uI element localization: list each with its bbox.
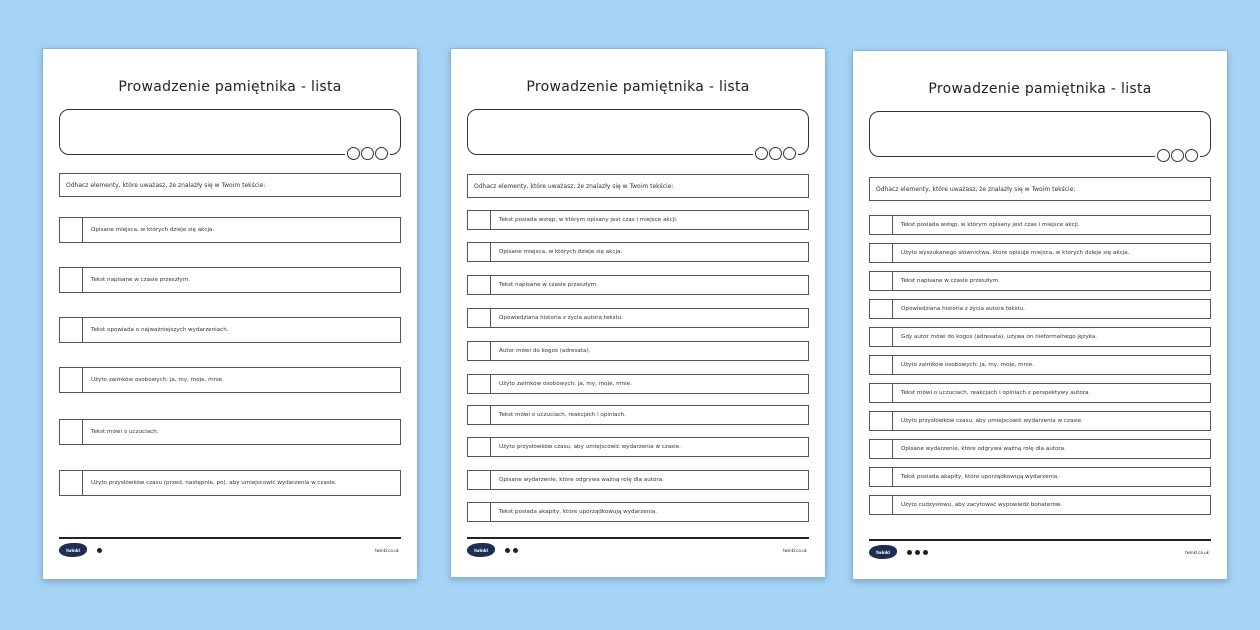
checklist-item-text: Opowiedziana historia z życia autora tekstu. [901, 306, 1026, 312]
tick-box[interactable] [870, 328, 893, 346]
tick-box[interactable] [870, 468, 893, 486]
checklist-item-text: Autor mówi do kogoś (adresata). [499, 348, 591, 354]
tick-box[interactable] [870, 356, 893, 374]
twinkl-logo: twinkl [869, 545, 897, 559]
checklist-row[interactable] [869, 355, 1211, 375]
tick-box[interactable] [870, 272, 893, 290]
checklist-row[interactable] [467, 502, 809, 522]
checklist-item-text: Tekst mówi o uczuciach. [91, 429, 159, 435]
site-url: twinkl.co.uk [375, 548, 399, 553]
checklist-row[interactable] [467, 275, 809, 295]
checklist-row[interactable] [869, 411, 1211, 431]
tick-box[interactable] [60, 218, 83, 242]
instruction-text: Odhacz elementy, które uważasz, że znalazły się w Twoim tekście: [66, 181, 266, 189]
checklist-row[interactable] [467, 210, 809, 230]
checklist-item-text: Tekst mówi o uczuciach, reakcjach i opiniach. [499, 412, 626, 418]
tick-box[interactable] [468, 309, 491, 327]
difficulty-circles [1155, 149, 1200, 162]
checklist-item-text: Tekst posiada wstęp, w którym opisany jest czas i miejsce akcji. [901, 222, 1080, 228]
checklist-item-text: Tekst posiada wstęp, w którym opisany jest czas i miejsce akcji. [499, 217, 678, 223]
worksheet-level-2 [450, 48, 826, 578]
tick-box[interactable] [870, 496, 893, 514]
checklist-row[interactable] [869, 383, 1211, 403]
checklist-item-text: Tekst mówi o uczuciach, reakcjach i opiniach z perspektywy autora. [901, 390, 1091, 396]
checklist-item-text: Tekst napisane w czasie przeszłym. [499, 282, 598, 288]
checklist-row[interactable] [59, 317, 401, 343]
checklist-item-text: Użyto przysłówków czasu, aby umiejscowić wydarzenia w czasie. [499, 444, 681, 450]
difficulty-circles [753, 147, 798, 160]
tick-box[interactable] [60, 318, 83, 342]
checklist-row[interactable] [467, 374, 809, 394]
tick-box[interactable] [870, 412, 893, 430]
instruction-text: Odhacz elementy, które uważasz, że znalazły się w Twoim tekście: [474, 182, 674, 190]
tick-box[interactable] [468, 406, 491, 424]
checklist-row[interactable] [467, 341, 809, 361]
tick-box[interactable] [870, 384, 893, 402]
checklist-item-text: Tekst posiada akapity, które uporządkowują wydarzenia. [901, 474, 1059, 480]
checklist-item-text: Użyto zaimków osobowych: ja, my, moje, mnie. [499, 381, 632, 387]
worksheet-title: Prowadzenie pamiętnika - lista [118, 79, 342, 95]
instruction-box [869, 177, 1211, 201]
tick-box[interactable] [60, 268, 83, 292]
checklist-item-text: Użyto przysłówków czasu, aby umiejscowić wydarzenia w czasie. [901, 418, 1083, 424]
checklist-row[interactable] [869, 215, 1211, 235]
site-url: twinkl.co.uk [1185, 550, 1209, 555]
checklist-item-text: Tekst napisane w czasie przeszłym. [901, 278, 1000, 284]
checklist-row[interactable] [869, 243, 1211, 263]
tick-box[interactable] [468, 211, 491, 229]
checklist-row[interactable] [869, 327, 1211, 347]
checklist-item-text: Użyto cudzysłowu, aby zacytować wypowiedź bohaterów. [901, 502, 1062, 508]
checklist-row[interactable] [59, 267, 401, 293]
checklist-row[interactable] [869, 439, 1211, 459]
checklist-row[interactable] [59, 419, 401, 445]
checklist-row[interactable] [869, 271, 1211, 291]
checklist-item-text: Użyto zaimków osobowych: ja, my, moje, mnie. [91, 377, 224, 383]
tick-box[interactable] [468, 503, 491, 521]
tick-box[interactable] [870, 216, 893, 234]
name-box[interactable] [869, 111, 1211, 157]
worksheet-title: Prowadzenie pamiętnika - lista [526, 79, 750, 95]
checklist-row[interactable] [467, 405, 809, 425]
instruction-box [467, 174, 809, 198]
footer-divider [467, 537, 809, 539]
level-dots [97, 548, 102, 553]
checklist-item-text: Opisane wydarzenie, które odgrywa ważną rolę dla autora. [499, 477, 664, 483]
checklist-item-text: Opisane miejsca, w których dzieje się akcja. [91, 227, 215, 233]
footer-divider [869, 539, 1211, 541]
checklist-item-text: Tekst posiada akapity, które uporządkowują wydarzenia. [499, 509, 657, 515]
checklist-item-text: Gdy autor mówi do kogoś (adresata), używa on nieformalnego języka. [901, 334, 1097, 340]
name-box[interactable] [59, 109, 401, 155]
checklist-item-text: Tekst napisane w czasie przeszłym. [91, 277, 190, 283]
checklist-row[interactable] [467, 437, 809, 457]
checklist-row[interactable] [467, 470, 809, 490]
twinkl-logo: twinkl [59, 543, 87, 557]
checklist-row[interactable] [59, 470, 401, 496]
checklist-item-text: Użyto przysłówków czasu (przed, następnie, po), aby umiejscowić wydarzenia w czasie. [91, 480, 337, 486]
instruction-text: Odhacz elementy, które uważasz, że znalazły się w Twoim tekście: [876, 185, 1076, 193]
footer-divider [59, 537, 401, 539]
tick-box[interactable] [60, 471, 83, 495]
site-url: twinkl.co.uk [783, 548, 807, 553]
tick-box[interactable] [60, 420, 83, 444]
checklist-row[interactable] [869, 495, 1211, 515]
tick-box[interactable] [468, 243, 491, 261]
checklist-item-text: Użyto wyszukanego słownictwa, które opisuje miejsca, w których dzieje się akcja. [901, 250, 1130, 256]
tick-box[interactable] [468, 342, 491, 360]
twinkl-logo: twinkl [467, 543, 495, 557]
checklist-row[interactable] [467, 308, 809, 328]
worksheet-level-3 [852, 50, 1228, 580]
checklist-item-text: Opisane wydarzenie, które odgrywa ważną rolę dla autora. [901, 446, 1066, 452]
checklist-item-text: Użyto zaimków osobowych: ja, my, moje, mnie. [901, 362, 1034, 368]
checklist-row[interactable] [869, 467, 1211, 487]
tick-box[interactable] [870, 244, 893, 262]
checklist-row[interactable] [59, 367, 401, 393]
checklist-row[interactable] [59, 217, 401, 243]
checklist-item-text: Tekst opowiada o najważniejszych wydarzeniach. [91, 327, 229, 333]
tick-box[interactable] [60, 368, 83, 392]
tick-box[interactable] [468, 276, 491, 294]
tick-box[interactable] [870, 440, 893, 458]
checklist-item-text: Opisane miejsca, w których dzieje się akcja. [499, 249, 623, 255]
checklist-item-text: Opowiedziana historia z życia autora tekstu. [499, 315, 624, 321]
name-box[interactable] [467, 109, 809, 155]
instruction-box [59, 173, 401, 197]
worksheet-level-1 [42, 48, 418, 580]
tick-box[interactable] [468, 471, 491, 489]
tick-box[interactable] [468, 438, 491, 456]
checklist-row[interactable] [467, 242, 809, 262]
difficulty-circles [345, 147, 390, 160]
tick-box[interactable] [468, 375, 491, 393]
worksheet-title: Prowadzenie pamiętnika - lista [928, 81, 1152, 97]
tick-box[interactable] [870, 300, 893, 318]
level-dots [505, 548, 518, 553]
checklist-row[interactable] [869, 299, 1211, 319]
level-dots [907, 550, 928, 555]
